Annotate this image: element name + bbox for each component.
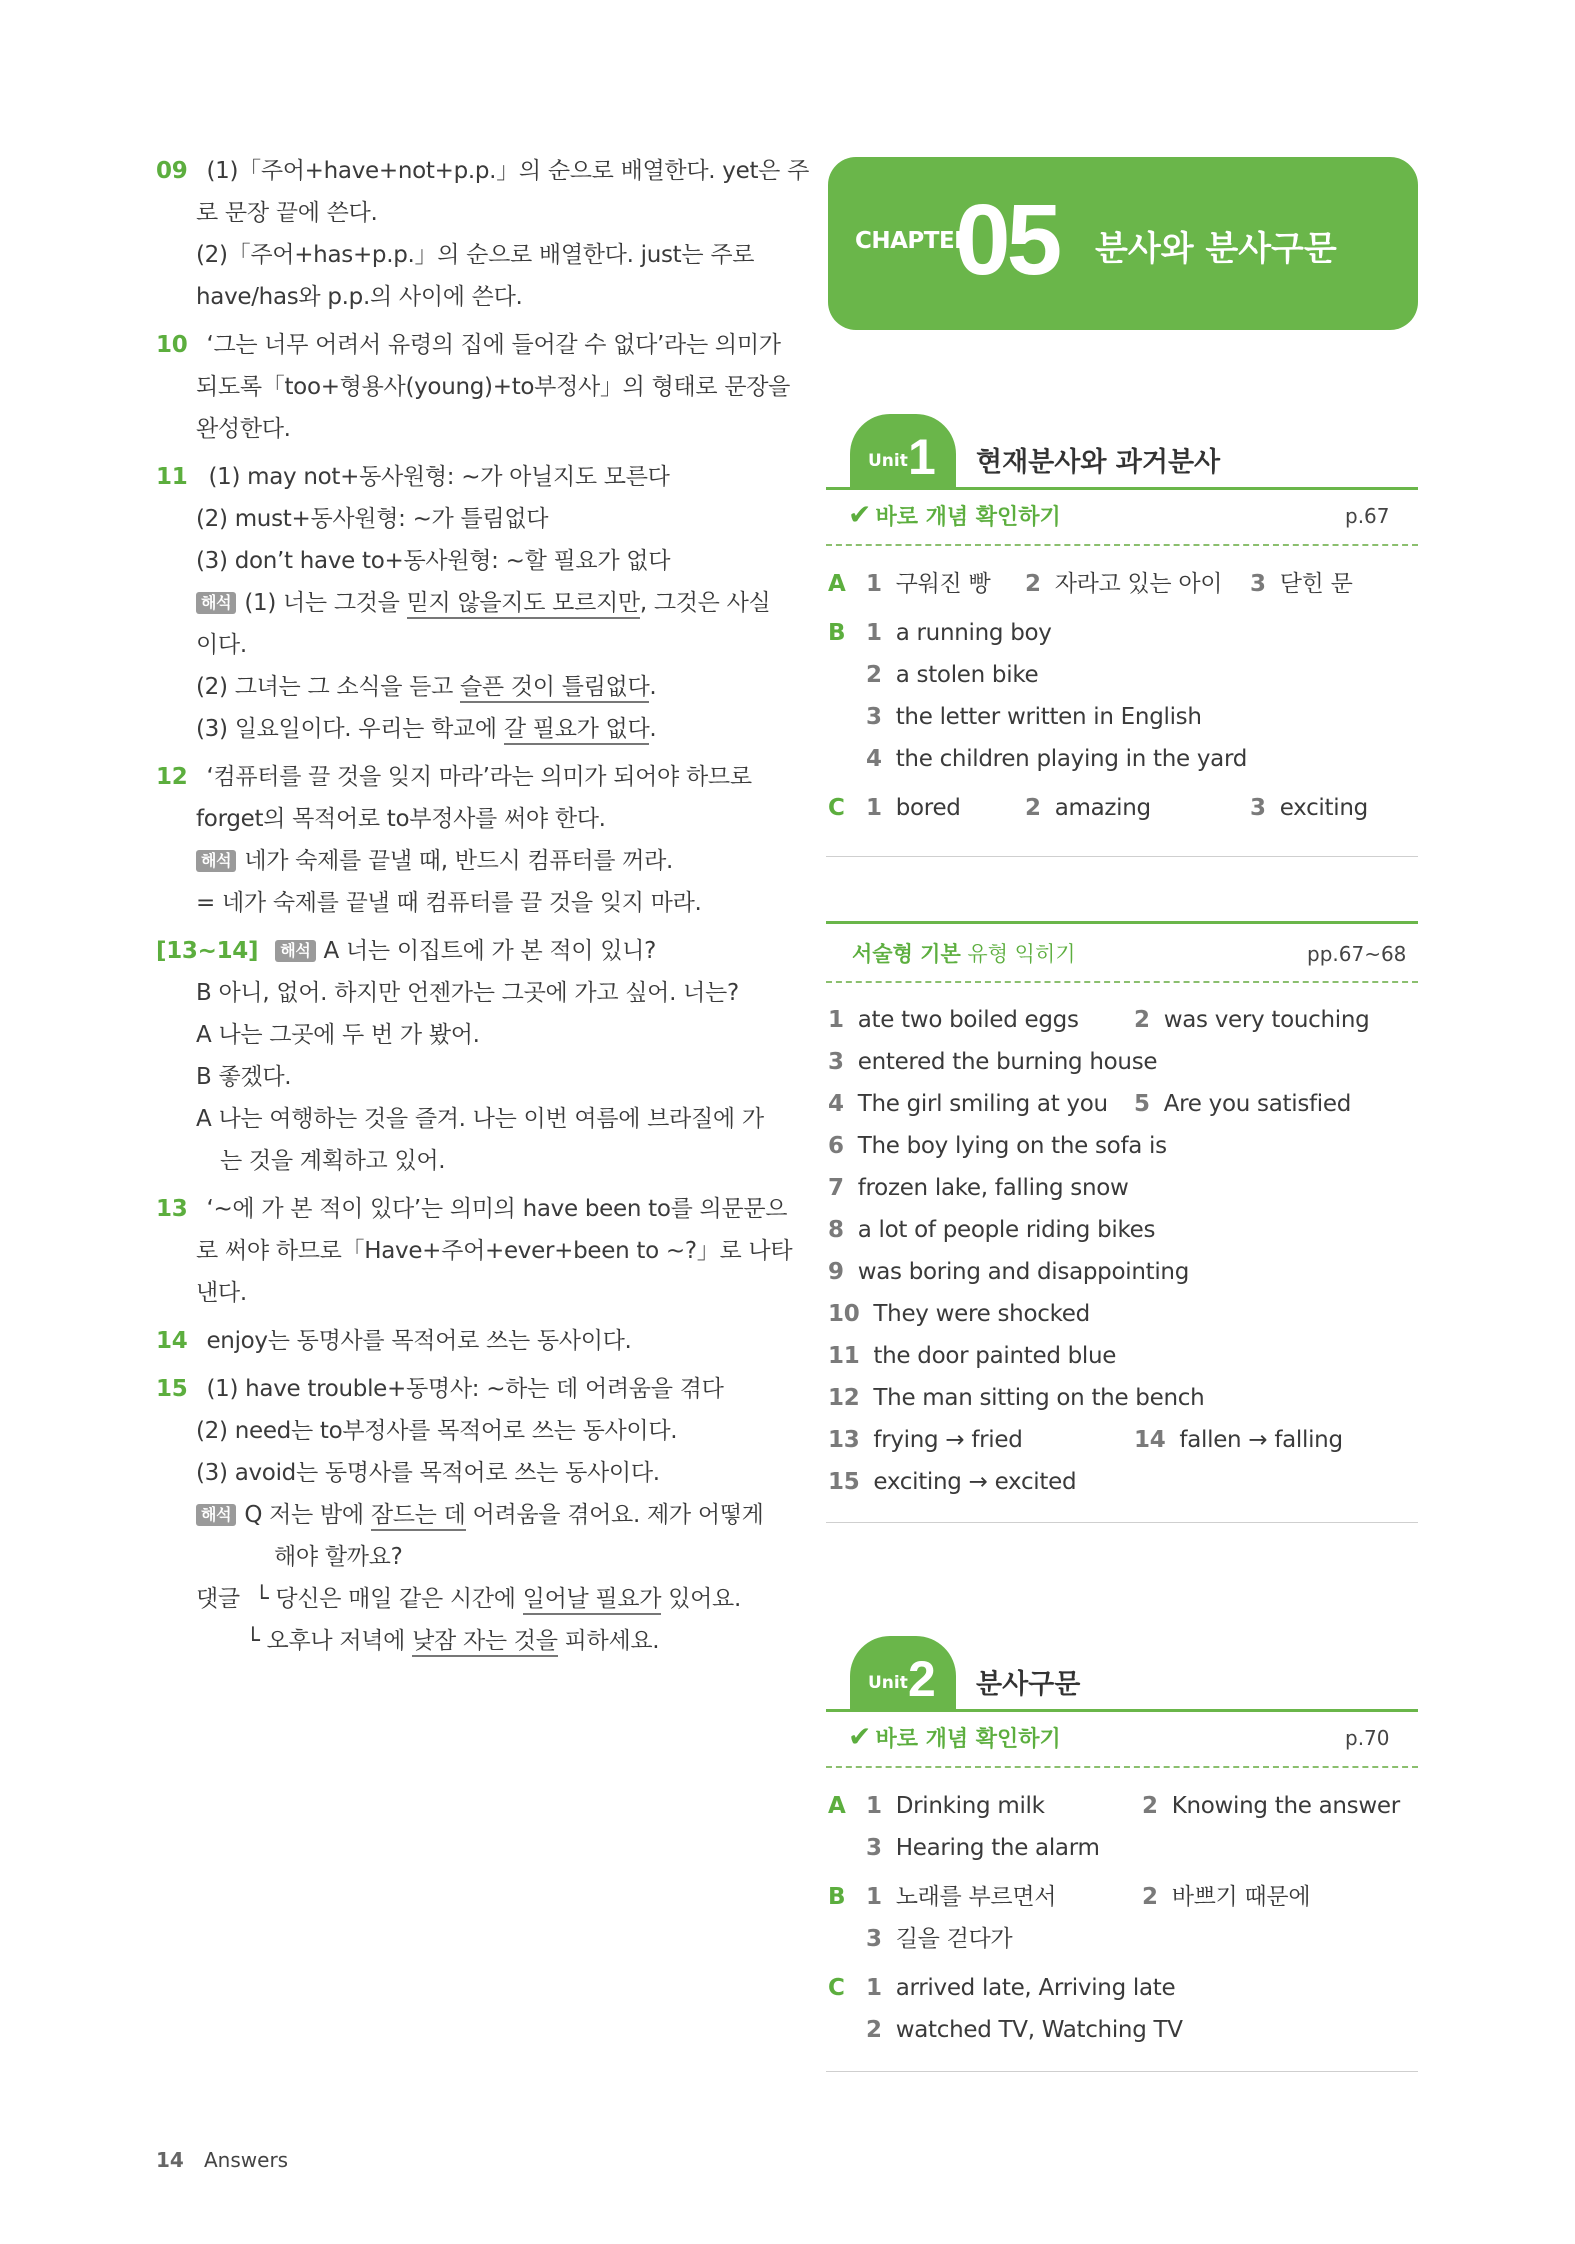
check-icon: ✔ — [848, 1720, 872, 1753]
item-text: 구워진 빵 — [895, 571, 991, 597]
item-number: 2 — [1142, 1793, 1158, 1819]
item-text: 자라고 있는 아이 — [1054, 571, 1223, 597]
unit2-A-item2 — [1142, 1791, 1400, 1821]
underlined-text: 슬픈 것이 틀림없다 — [460, 674, 649, 703]
item-number: 4 — [866, 746, 882, 772]
heading-bold: 서술형 기본 — [852, 942, 961, 966]
dashed-divider — [826, 981, 1418, 983]
answer-09-line4: have/has와 p.p.의 사이에 쓴다. — [196, 284, 523, 310]
item-text: the door painted blue — [873, 1343, 1117, 1369]
item-number: 8 — [828, 1217, 844, 1243]
unit1-B-item4 — [866, 744, 1247, 774]
divider — [826, 1522, 1418, 1523]
unit2-B-item1 — [866, 1882, 1056, 1912]
text: └ 당신은 매일 같은 시간에 — [254, 1586, 523, 1612]
item-number: 1 — [828, 1007, 844, 1033]
item-text: arrived late, Arriving late — [895, 1975, 1176, 2001]
unit2-C-item1 — [866, 1973, 1175, 2003]
unit-number: 1 — [908, 429, 936, 485]
writing-item-13 — [828, 1425, 1023, 1455]
chapter-number: 05 — [955, 184, 1059, 296]
item-text: The girl smiling at you — [857, 1091, 1108, 1117]
text: 피하세요. — [557, 1628, 660, 1654]
answer-11-line2: (2) must+동사원형: ~가 틀림없다 — [196, 506, 549, 532]
unit-number: 2 — [908, 1651, 936, 1707]
item-number: 2 — [866, 2017, 882, 2043]
concept-check-label: 바로 개념 확인하기 — [875, 505, 1061, 530]
item-number: 2 — [1025, 795, 1041, 821]
text: (2) 그녀는 그 소식을 듣고 — [196, 674, 460, 700]
footer-label: Answers — [204, 2148, 289, 2172]
answer-11-line5: 이다. — [196, 632, 247, 658]
text: A 너는 이집트에 가 본 적이 있니? — [323, 938, 656, 964]
answer-12-line3 — [196, 846, 673, 876]
item-number: 1 — [866, 571, 882, 597]
unit-1-title: 현재분사와 과거분사 — [976, 447, 1221, 478]
unit1-A-item2 — [1025, 569, 1222, 599]
item-number: 13 — [828, 1427, 860, 1453]
page-reference: pp.67~68 — [1307, 942, 1407, 966]
item-number: 9 — [828, 1259, 844, 1285]
section-letter: A — [828, 1793, 846, 1819]
question-number: 10 — [156, 332, 188, 358]
item-number: 3 — [866, 1926, 882, 1952]
underlined-text: 낮잠 자는 것을 — [412, 1628, 558, 1657]
item-number: 3 — [1250, 571, 1266, 597]
underlined-text: 일어날 필요가 — [523, 1586, 662, 1615]
unit2-answer-C — [828, 1973, 845, 2003]
answer-13-14-line2: B 아니, 없어. 하지만 언젠가는 그곳에 가고 싶어. 너는? — [196, 980, 739, 1006]
answer-13-line1 — [156, 1194, 787, 1224]
translation-tag: 해석 — [196, 850, 236, 872]
item-number: 7 — [828, 1175, 844, 1201]
text: , 그것은 사실 — [639, 590, 771, 616]
unit1-B-item3 — [866, 702, 1202, 732]
underlined-text: 믿지 않을지도 모르지만 — [407, 590, 640, 619]
text: └ 오후나 저녁에 — [246, 1628, 413, 1654]
translation-tag: 해석 — [196, 592, 236, 614]
item-number: 1 — [866, 1884, 882, 1910]
item-text: 길을 걷다가 — [895, 1926, 1013, 1952]
writing-item-10 — [828, 1299, 1090, 1329]
item-number: 1 — [866, 620, 882, 646]
text: . — [649, 716, 657, 742]
writing-item-4 — [828, 1089, 1108, 1119]
answer-text: (1) may not+동사원형: ~가 아닐지도 모른다 — [208, 464, 670, 490]
item-number: 2 — [1142, 1884, 1158, 1910]
answer-11-line6 — [196, 672, 656, 702]
answer-15-line1 — [156, 1374, 723, 1404]
concept-check-heading — [848, 498, 1061, 531]
question-number: 09 — [156, 158, 188, 184]
item-number: 14 — [1134, 1427, 1166, 1453]
item-number: 3 — [866, 704, 882, 730]
item-number: 2 — [1025, 571, 1041, 597]
item-text: Knowing the answer — [1171, 1793, 1400, 1819]
answer-text: ‘~에 가 본 적이 있다’는 의미의 have been to를 의문문으 — [206, 1196, 788, 1222]
text: Q 저는 밤에 — [244, 1502, 371, 1528]
answer-10-line1 — [156, 330, 781, 360]
item-number: 1 — [866, 795, 882, 821]
item-number: 3 — [866, 1835, 882, 1861]
answer-12-line2: forget의 목적어로 to부정사를 써야 한다. — [196, 806, 606, 832]
chapter-label: CHAPTER — [855, 228, 972, 254]
unit1-answer-A — [828, 569, 846, 599]
check-icon: ✔ — [848, 498, 872, 531]
answer-14-line1 — [156, 1326, 632, 1356]
answer-text: ‘그는 너무 어려서 유령의 집에 들어갈 수 없다’라는 의미가 — [206, 332, 781, 358]
section-letter: A — [828, 571, 846, 597]
chapter-title: 분사와 분사구문 — [1095, 229, 1337, 269]
page-reference: p.67 — [1345, 504, 1390, 528]
dashed-divider — [826, 1766, 1418, 1768]
item-number: 11 — [828, 1343, 860, 1369]
item-text: exciting — [1279, 795, 1368, 821]
item-text: Drinking milk — [895, 1793, 1045, 1819]
unit1-answer-C — [828, 793, 845, 823]
writing-item-3 — [828, 1047, 1157, 1077]
answer-11-line3: (3) don’t have to+동사원형: ~할 필요가 없다 — [196, 548, 671, 574]
unit1-A-item3 — [1250, 569, 1352, 599]
answer-text: enjoy는 동명사를 목적어로 쓰는 동사이다. — [206, 1328, 632, 1354]
item-number: 2 — [1134, 1007, 1150, 1033]
unit1-B-item2 — [866, 660, 1038, 690]
section-letter: C — [828, 795, 845, 821]
unit2-A-item3 — [866, 1833, 1100, 1863]
question-number: 11 — [156, 464, 188, 490]
text: . — [649, 674, 657, 700]
item-text: Hearing the alarm — [895, 1835, 1100, 1861]
answer-09-line2: 로 문장 끝에 쓴다. — [196, 200, 378, 226]
underlined-text: 잠드는 데 — [371, 1502, 466, 1531]
divider — [826, 487, 1418, 490]
item-text: bored — [895, 795, 961, 821]
section-letter: C — [828, 1975, 845, 2001]
question-number: 14 — [156, 1328, 188, 1354]
page-number: 14 — [156, 2148, 184, 2172]
writing-item-2 — [1134, 1005, 1369, 1035]
answer-text: ‘컴퓨터를 끌 것을 잊지 마라’라는 의미가 되어야 하므로 — [206, 764, 752, 790]
answer-13-14-line1 — [156, 936, 656, 966]
unit1-C-item2 — [1025, 793, 1151, 823]
divider — [826, 856, 1418, 857]
item-text: 닫힌 문 — [1279, 571, 1353, 597]
answer-text: (1)「주어+have+not+p.p.」의 순으로 배열한다. yet은 주 — [206, 158, 810, 184]
unit1-B-item1 — [866, 618, 1052, 648]
item-text: amazing — [1054, 795, 1151, 821]
unit2-B-item2 — [1142, 1882, 1310, 1912]
answer-15-line2: (2) need는 to부정사를 목적어로 쓰는 동사이다. — [196, 1418, 678, 1444]
answer-15-line5: 해야 할까요? — [274, 1544, 403, 1570]
item-text: a running boy — [895, 620, 1052, 646]
answer-15-line4 — [196, 1500, 764, 1530]
item-number: 3 — [828, 1049, 844, 1075]
item-text: frozen lake, falling snow — [857, 1175, 1129, 1201]
item-text: watched TV, Watching TV — [895, 2017, 1183, 2043]
text: 네가 숙제를 끝낼 때, 반드시 컴퓨터를 꺼라. — [244, 848, 674, 874]
item-number: 4 — [828, 1091, 844, 1117]
text: (3) 일요일이다. 우리는 학교에 — [196, 716, 504, 742]
item-text: They were shocked — [873, 1301, 1090, 1327]
question-number: 15 — [156, 1376, 188, 1402]
answer-09-line1 — [156, 156, 809, 186]
item-number: 15 — [828, 1469, 860, 1495]
unit2-A-item1 — [866, 1791, 1045, 1821]
item-number: 6 — [828, 1133, 844, 1159]
item-text: a lot of people riding bikes — [857, 1217, 1156, 1243]
answer-13-14-line3: A 나는 그곳에 두 번 가 봤어. — [196, 1022, 480, 1048]
answer-13-14-line5: A 나는 여행하는 것을 즐겨. 나는 이번 여름에 브라질에 가 — [196, 1106, 764, 1132]
writing-item-12 — [828, 1383, 1204, 1413]
text: 있어요. — [661, 1586, 741, 1612]
unit2-answer-B — [828, 1882, 845, 1912]
answer-text: (1) have trouble+동명사: ~하는 데 어려움을 겪다 — [206, 1376, 724, 1402]
item-text: a stolen bike — [895, 662, 1039, 688]
answer-11-line4 — [196, 588, 770, 618]
writing-item-11 — [828, 1341, 1116, 1371]
answer-15-line3: (3) avoid는 동명사를 목적어로 쓰는 동사이다. — [196, 1460, 660, 1486]
writing-item-14 — [1134, 1425, 1343, 1455]
section-letter: B — [828, 1884, 846, 1910]
writing-item-9 — [828, 1257, 1189, 1287]
answer-13-line2: 로 써야 하므로「Have+주어+ever+been to ~?」로 나타 — [196, 1238, 793, 1264]
divider — [826, 1709, 1418, 1712]
item-number: 10 — [828, 1301, 860, 1327]
unit1-C-item1 — [866, 793, 961, 823]
page-reference: p.70 — [1345, 1726, 1390, 1750]
translation-tag: 해석 — [196, 1504, 236, 1526]
answer-11-line1 — [156, 462, 670, 492]
text: (1) 너는 그것을 — [244, 590, 407, 616]
item-text: the children playing in the yard — [895, 746, 1248, 772]
writing-item-6 — [828, 1131, 1167, 1161]
item-text: exciting → excited — [873, 1469, 1077, 1495]
section-letter: B — [828, 620, 846, 646]
divider — [826, 921, 1418, 924]
answer-10-line3: 완성한다. — [196, 416, 291, 442]
item-text: Are you satisfied — [1163, 1091, 1352, 1117]
text: 어려움을 겪어요. 제가 어떻게 — [465, 1502, 764, 1528]
unit1-C-item3 — [1250, 793, 1368, 823]
item-text: was boring and disappointing — [857, 1259, 1189, 1285]
comment-label: 댓글 — [196, 1586, 240, 1612]
item-text: fallen → falling — [1179, 1427, 1343, 1453]
item-number: 1 — [866, 1975, 882, 2001]
answer-13-14-line6: 는 것을 계획하고 있어. — [220, 1148, 446, 1174]
answer-13-line3: 낸다. — [196, 1280, 247, 1306]
item-text: 노래를 부르면서 — [895, 1884, 1057, 1910]
underlined-text: 갈 필요가 없다 — [504, 716, 650, 745]
unit-2-title: 분사구문 — [976, 1669, 1081, 1700]
unit2-B-item3 — [866, 1924, 1012, 1954]
item-text: ate two boiled eggs — [857, 1007, 1079, 1033]
question-number: 12 — [156, 764, 188, 790]
item-text: frying → fried — [873, 1427, 1023, 1453]
translation-tag: 해석 — [275, 940, 315, 962]
writing-item-1 — [828, 1005, 1079, 1035]
concept-check-heading — [848, 1720, 1061, 1753]
answer-12-line1 — [156, 762, 752, 792]
writing-item-15 — [828, 1467, 1076, 1497]
answer-12-line4: = 네가 숙제를 끝낼 때 컴퓨터를 끌 것을 잊지 마라. — [196, 890, 702, 916]
writing-item-7 — [828, 1173, 1129, 1203]
answer-10-line2: 되도록「too+형용사(young)+to부정사」의 형태로 문장을 — [196, 374, 791, 400]
item-text: entered the burning house — [857, 1049, 1158, 1075]
answer-15-line6 — [196, 1584, 741, 1614]
answer-13-14-line4: B 좋겠다. — [196, 1064, 292, 1090]
item-text: The boy lying on the sofa is — [857, 1133, 1167, 1159]
item-text: The man sitting on the bench — [873, 1385, 1205, 1411]
item-text: was very touching — [1163, 1007, 1370, 1033]
answer-15-line7 — [246, 1626, 659, 1656]
unit-word: Unit — [868, 1673, 908, 1693]
writing-item-8 — [828, 1215, 1155, 1245]
dashed-divider — [826, 544, 1418, 546]
concept-check-label: 바로 개념 확인하기 — [875, 1727, 1061, 1752]
item-text: 바쁘기 때문에 — [1171, 1884, 1311, 1910]
writing-practice-heading — [852, 938, 1076, 968]
item-number: 2 — [866, 662, 882, 688]
divider — [826, 2071, 1418, 2072]
question-number: 13 — [156, 1196, 188, 1222]
answer-09-line3: (2)「주어+has+p.p.」의 순으로 배열한다. just는 주로 — [196, 242, 755, 268]
heading-light: 유형 익히기 — [960, 942, 1076, 966]
question-range: [13~14] — [156, 938, 259, 964]
item-number: 1 — [866, 1793, 882, 1819]
unit2-answer-A — [828, 1791, 846, 1821]
item-text: the letter written in English — [895, 704, 1202, 730]
item-number: 3 — [1250, 795, 1266, 821]
item-number: 5 — [1134, 1091, 1150, 1117]
unit1-answer-B — [828, 618, 845, 648]
answer-11-line7 — [196, 714, 656, 744]
unit-word: Unit — [868, 451, 908, 471]
unit1-A-item1 — [866, 569, 990, 599]
item-number: 12 — [828, 1385, 860, 1411]
unit2-C-item2 — [866, 2015, 1183, 2045]
writing-item-5 — [1134, 1089, 1351, 1119]
